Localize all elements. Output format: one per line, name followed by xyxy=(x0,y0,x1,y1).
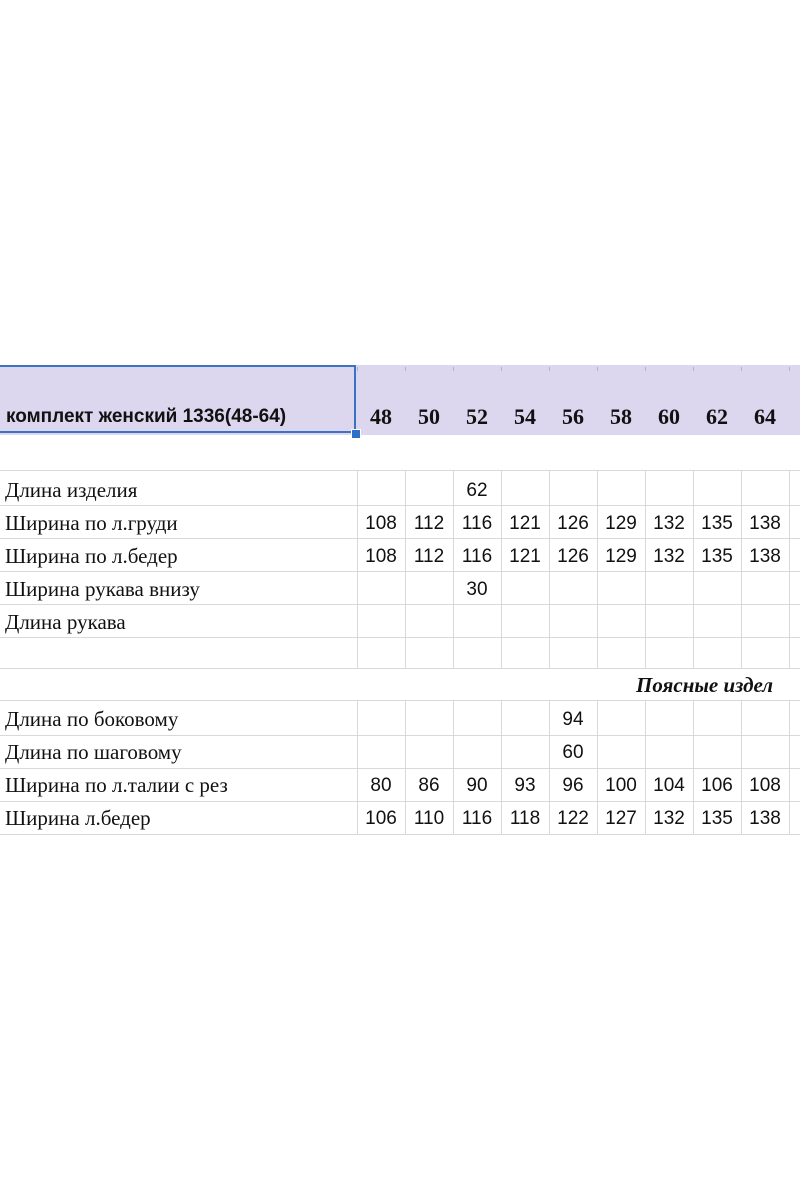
cell-value[interactable]: 138 xyxy=(749,513,781,534)
row-label[interactable]: Длина рукава xyxy=(5,610,126,634)
grid-hline xyxy=(0,700,800,701)
cell-value[interactable]: 96 xyxy=(562,775,584,796)
column-tick xyxy=(741,367,742,371)
section-title: Поясные издел xyxy=(636,673,774,697)
cell-value[interactable]: 116 xyxy=(461,546,493,567)
grid-vline xyxy=(501,470,502,668)
cell-value[interactable]: 135 xyxy=(701,546,733,567)
cell-value[interactable]: 106 xyxy=(701,775,733,796)
row-label[interactable]: Ширина по л.груди xyxy=(5,511,178,535)
grid-vline xyxy=(789,700,790,834)
column-tick xyxy=(645,367,646,371)
cell-value[interactable]: 126 xyxy=(557,546,589,567)
cell-value[interactable]: 60 xyxy=(562,742,584,763)
size-header-54[interactable]: 54 xyxy=(514,404,536,429)
grid-vline xyxy=(645,470,646,668)
cell-value[interactable]: 108 xyxy=(365,546,397,567)
size-header-62[interactable]: 62 xyxy=(706,404,728,429)
row-label[interactable]: Ширина по л.бедер xyxy=(5,544,178,568)
grid-hline xyxy=(0,604,800,605)
row-label[interactable]: Ширина рукава внизу xyxy=(5,577,200,601)
column-tick xyxy=(597,367,598,371)
grid-hline xyxy=(0,768,800,769)
grid-vline xyxy=(597,470,598,668)
grid-hline xyxy=(0,668,800,669)
cell-value[interactable]: 129 xyxy=(605,513,637,534)
cell-value[interactable]: 106 xyxy=(365,808,397,829)
grid-vline xyxy=(741,470,742,668)
cell-value[interactable]: 80 xyxy=(370,775,392,796)
cell-value[interactable]: 100 xyxy=(605,775,637,796)
cell-value[interactable]: 116 xyxy=(461,808,493,829)
cell-value[interactable]: 104 xyxy=(653,775,685,796)
cell-value[interactable]: 86 xyxy=(418,775,440,796)
cell-value[interactable]: 122 xyxy=(557,808,589,829)
cell-value[interactable]: 118 xyxy=(509,808,541,829)
cell-value[interactable]: 138 xyxy=(749,546,781,567)
size-header-58[interactable]: 58 xyxy=(610,404,632,429)
cell-value[interactable]: 108 xyxy=(365,513,397,534)
column-tick xyxy=(693,367,694,371)
column-tick xyxy=(789,367,790,371)
row-label[interactable]: Длина по шаговому xyxy=(5,740,182,764)
grid-vline xyxy=(405,470,406,668)
cell-value[interactable]: 110 xyxy=(413,808,445,829)
grid-hline xyxy=(0,735,800,736)
grid-hline xyxy=(0,538,800,539)
grid-hline xyxy=(0,801,800,802)
size-header-48[interactable]: 48 xyxy=(370,404,392,429)
column-tick xyxy=(501,367,502,371)
grid-hline xyxy=(0,834,800,835)
grid-hline xyxy=(0,505,800,506)
cell-value[interactable]: 121 xyxy=(509,546,541,567)
cell-value[interactable]: 126 xyxy=(557,513,589,534)
column-tick xyxy=(453,367,454,371)
row-label[interactable]: Ширина по л.талии с рез xyxy=(5,773,228,797)
grid-hline xyxy=(0,637,800,638)
row-label[interactable]: Длина по боковому xyxy=(5,707,179,731)
grid-hline xyxy=(0,571,800,572)
grid-vline xyxy=(789,470,790,668)
cell-value[interactable]: 30 xyxy=(466,579,488,600)
size-header-50[interactable]: 50 xyxy=(418,404,440,429)
cell-value[interactable]: 135 xyxy=(701,513,733,534)
cell-value[interactable]: 94 xyxy=(562,709,584,730)
grid-hline xyxy=(0,470,800,471)
grid-vline xyxy=(693,470,694,668)
cell-value[interactable]: 62 xyxy=(466,480,488,501)
cell-value[interactable]: 135 xyxy=(701,808,733,829)
cell-value[interactable]: 112 xyxy=(413,546,445,567)
fill-handle[interactable] xyxy=(351,429,361,439)
cell-value[interactable]: 121 xyxy=(509,513,541,534)
row-label[interactable]: Длина изделия xyxy=(5,478,138,502)
size-header-52[interactable]: 52 xyxy=(466,404,488,429)
cell-value[interactable]: 132 xyxy=(653,808,685,829)
cell-value[interactable]: 112 xyxy=(413,513,445,534)
cell-value[interactable]: 108 xyxy=(749,775,781,796)
cell-value[interactable]: 116 xyxy=(461,513,493,534)
grid-vline xyxy=(357,470,358,668)
grid-vline xyxy=(549,470,550,668)
column-tick xyxy=(405,367,406,371)
cell-value[interactable]: 129 xyxy=(605,546,637,567)
cell-value[interactable]: 138 xyxy=(749,808,781,829)
cell-value[interactable]: 127 xyxy=(605,808,637,829)
size-header-60[interactable]: 60 xyxy=(658,404,680,429)
cell-value[interactable]: 90 xyxy=(466,775,488,796)
column-tick xyxy=(549,367,550,371)
column-tick xyxy=(357,367,358,371)
sheet-title: комплект женский 1336(48-64) xyxy=(6,406,287,427)
cell-value[interactable]: 132 xyxy=(653,546,685,567)
cell-value[interactable]: 132 xyxy=(653,513,685,534)
cell-value[interactable]: 93 xyxy=(514,775,536,796)
row-label[interactable]: Ширина л.бедер xyxy=(5,806,151,830)
size-header-64[interactable]: 64 xyxy=(754,404,776,429)
size-header-56[interactable]: 56 xyxy=(562,404,584,429)
